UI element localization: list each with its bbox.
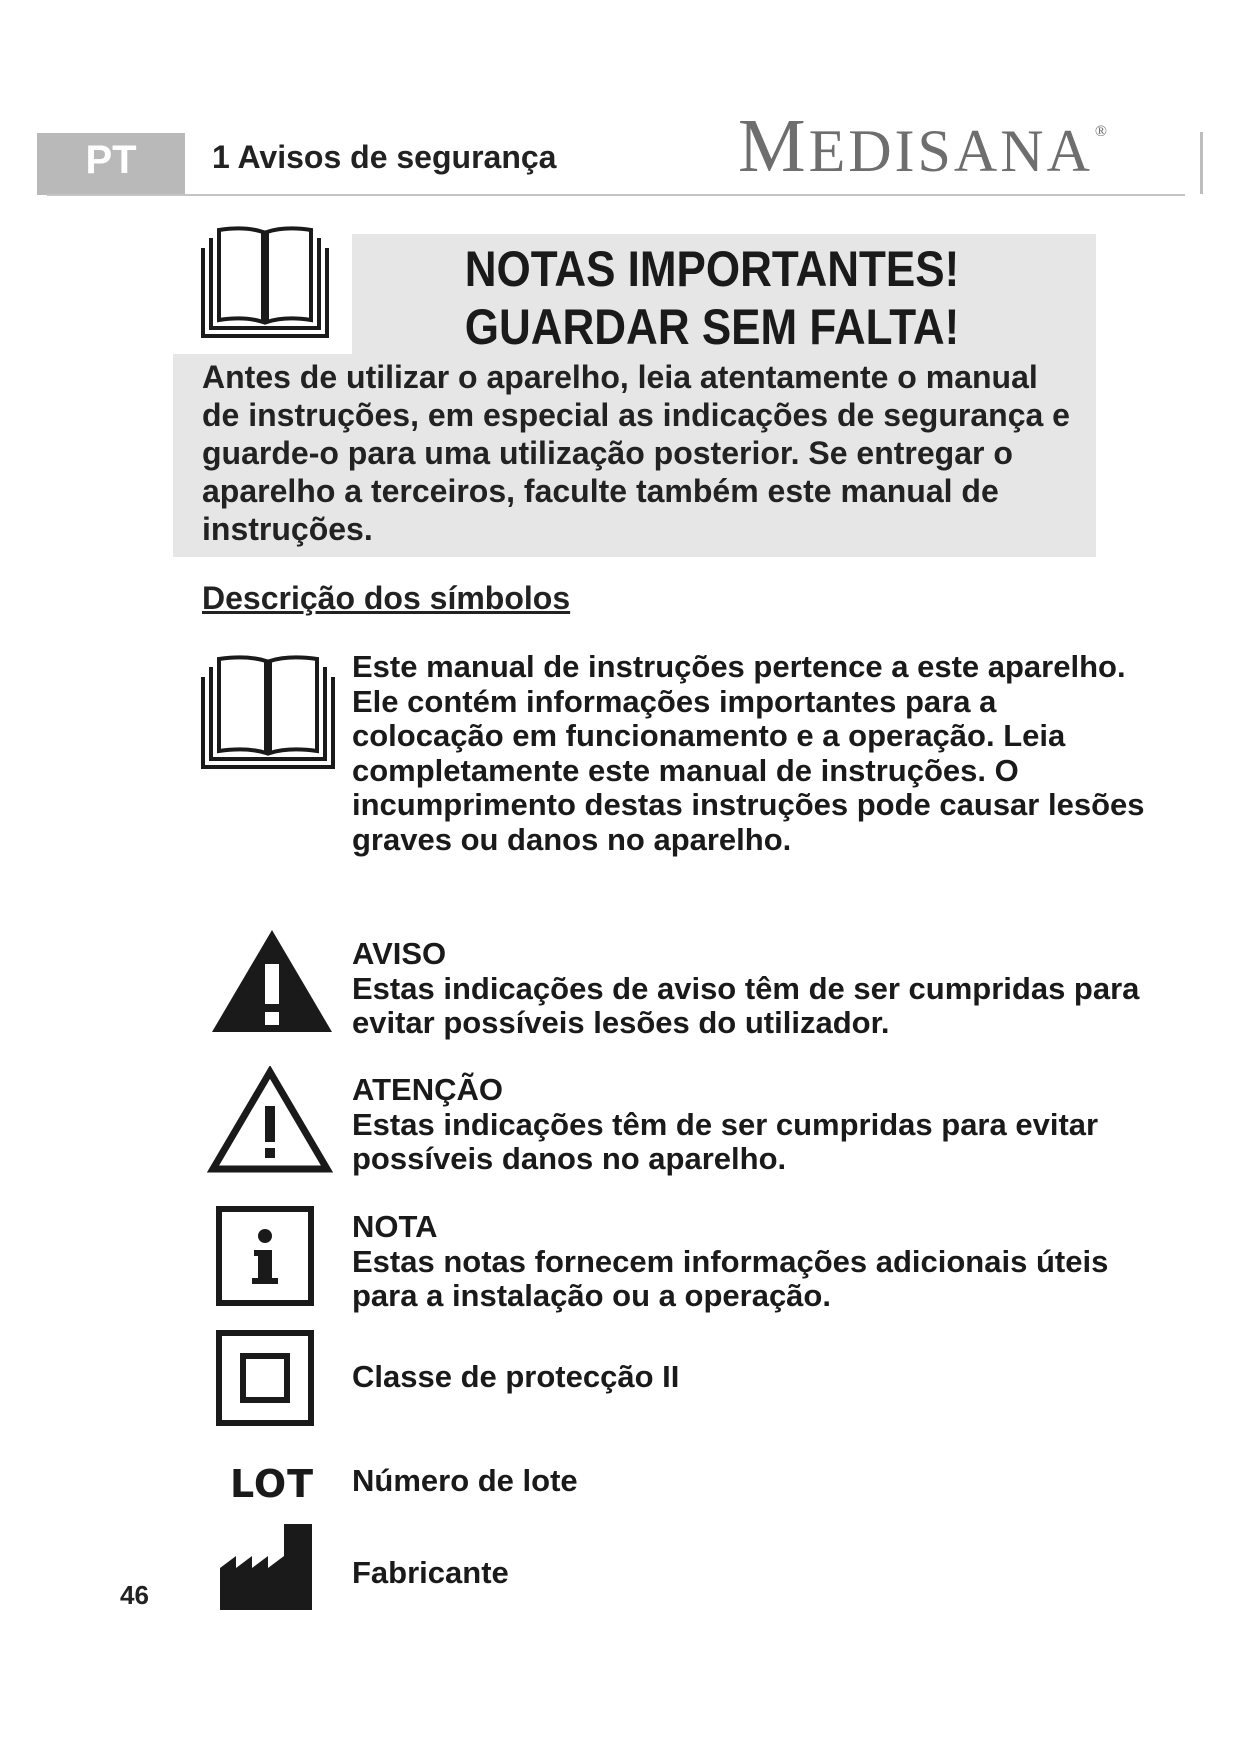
caution-description: Estas indicações têm de ser cumpridas para evitar possíveis danos no aparelho. — [352, 1106, 1099, 1176]
caution-symbol-text — [352, 1073, 1152, 1177]
note-label: NOTA — [352, 1209, 438, 1244]
brand-logo-rest: EDISANA — [808, 118, 1093, 184]
section-title: 1 Avisos de segurança — [212, 139, 557, 175]
symbols-heading: Descrição dos símbolos — [202, 580, 571, 616]
book-icon — [197, 655, 339, 773]
manual-symbol-text: Este manual de instruções pertence a este aparelho. Ele contém informações importantes para a colocação em funcionamento e a operação. Leia completamente este manual de instruções. O incumprimento destas instruções pode causar lesões graves ou danos no aparelho. — [352, 649, 1145, 857]
notice-title-line1: NOTAS IMPORTANTES! — [464, 241, 960, 297]
brand-logo — [738, 104, 1111, 188]
note-symbol-text — [352, 1210, 1152, 1314]
warning-label: AVISO — [352, 936, 447, 971]
warning-symbol-text — [352, 937, 1152, 1041]
protection-class-text: Classe de protecção II — [352, 1359, 680, 1394]
protection-class-ii-icon — [216, 1330, 314, 1426]
note-description: Estas notas fornecem informações adicionais úteis para a instalação ou a operação. — [352, 1243, 1109, 1313]
manufacturer-symbol-text: Fabricante — [352, 1555, 509, 1590]
brand-logo-initial: M — [738, 104, 809, 188]
page-number: 46 — [120, 1580, 149, 1610]
notice-title-line2: GUARDAR SEM FALTA! — [464, 299, 960, 355]
info-icon — [216, 1206, 314, 1306]
header-divider — [47, 194, 1185, 196]
lot-icon: LOT — [230, 1462, 315, 1506]
factory-icon — [218, 1522, 314, 1612]
notice-title — [395, 240, 1029, 356]
book-icon — [195, 226, 335, 344]
notice-body: Antes de utilizar o aparelho, leia atentamente o manual de instruções, em especial as indicações de segurança e guarde-o para uma utilização posterior. Se entregar o aparelho a terceiros, faculte também este manual de instruções. — [202, 359, 1070, 547]
warning-description: Estas indicações de aviso têm de ser cumpridas para evitar possíveis lesões do utilizador. — [352, 970, 1140, 1040]
registered-mark: ® — [1094, 123, 1111, 140]
warning-filled-icon — [210, 928, 334, 1036]
caution-label: ATENÇÃO — [352, 1072, 503, 1107]
warning-outline-icon — [207, 1066, 333, 1174]
lot-symbol-text: Número de lote — [352, 1463, 578, 1498]
header-right-rule — [1200, 132, 1203, 194]
language-tab: PT — [37, 133, 185, 195]
